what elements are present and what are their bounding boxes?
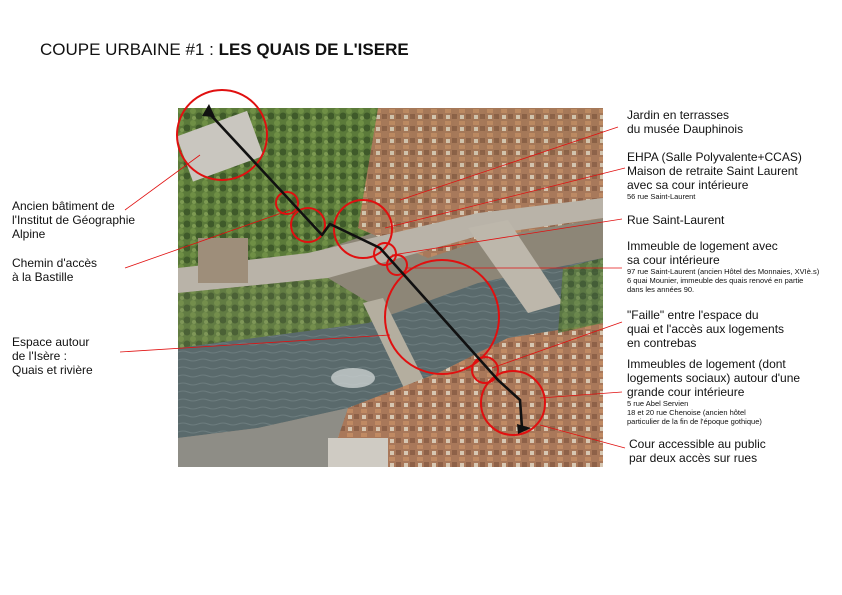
label-jardin: Jardin en terrasses du musée Dauphinois xyxy=(627,108,744,136)
label-immeubles-sociaux: Immeubles de logement (dont logements sociaux) autour d'une grande cour intérieure 5 rue Abel Servien 18 et 20 rue Chenoise (ancien hôtel particulier de la fin de l'époque gothique) xyxy=(627,357,801,426)
label-immeuble-logement: Immeuble de logement avec sa cour intérieure 97 rue Saint-Laurent (ancien Hôtel des Monnaies, XVIè.s) 6 quai Mounier, immeuble des quais renové en partie dans les années 90. xyxy=(627,239,820,294)
page-title: COUPE URBAINE #1 : LES QUAIS DE L'ISERE xyxy=(40,40,409,59)
label-faille: "Faille" entre l'espace du quai et l'accès aux logements en contrebas xyxy=(627,308,785,350)
label-cour-accessible: Cour accessible au public par deux accès sur rues xyxy=(629,437,766,465)
label-chemin-bastille: Chemin d'accès à la Bastille xyxy=(12,256,97,284)
label-institut: Ancien bâtiment de l'Institut de Géographie Alpine xyxy=(12,199,136,241)
label-espace-isere: Espace autour de l'Isère : Quais et rivière xyxy=(12,335,93,377)
aerial-map xyxy=(178,108,603,467)
label-ehpa: EHPA (Salle Polyvalente+CCAS) Maison de retraite Saint Laurent avec sa cour intérieure 56 rue Saint-Laurent xyxy=(627,150,802,201)
label-rue-saint-laurent: Rue Saint-Laurent xyxy=(627,213,725,227)
aerial-photo xyxy=(178,108,603,467)
